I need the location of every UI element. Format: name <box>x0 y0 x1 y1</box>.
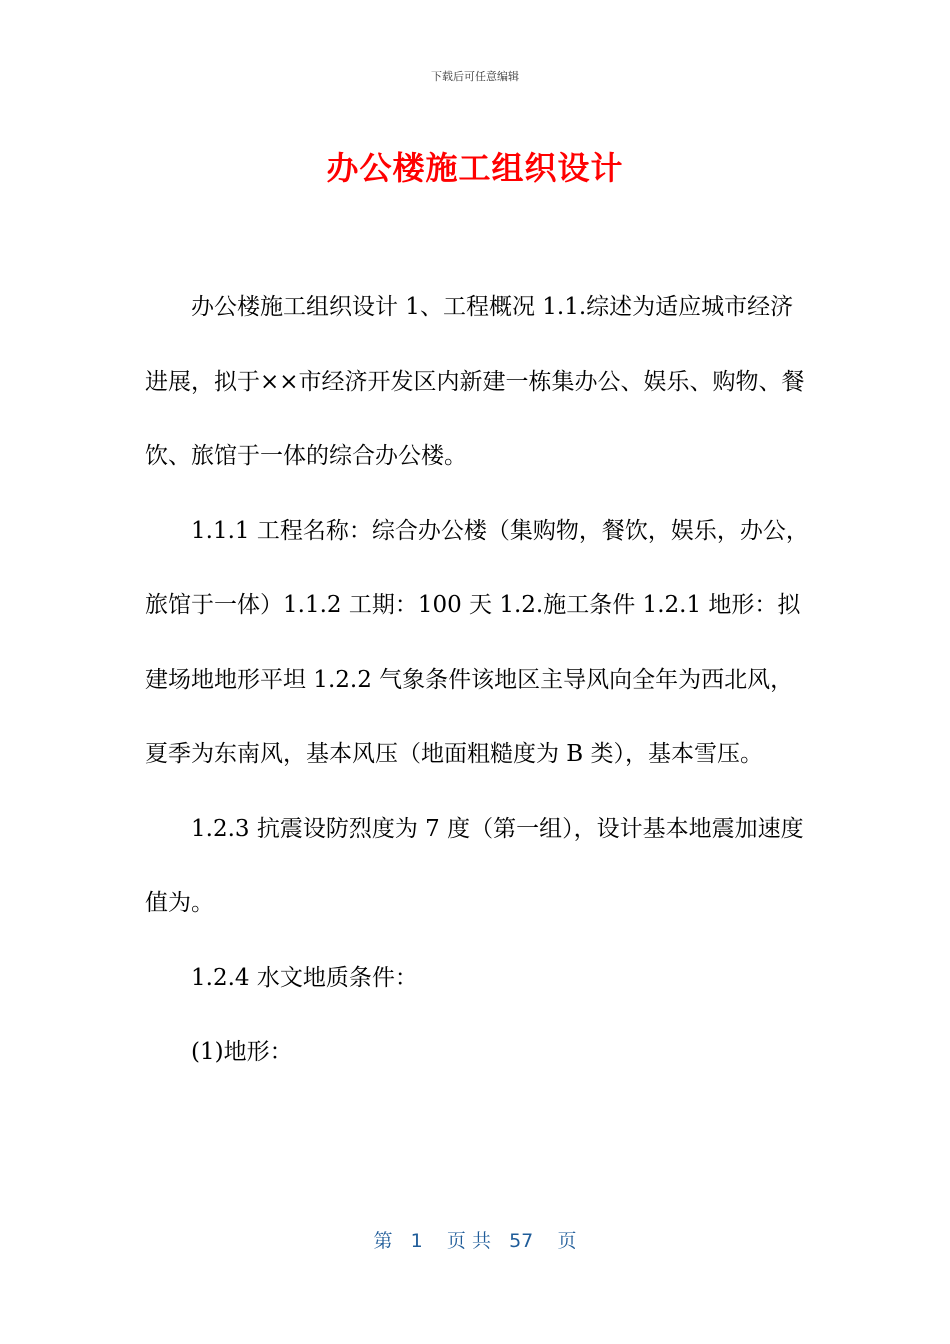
paragraph-hydrogeology: 1.2.4 水文地质条件： <box>191 964 418 991</box>
paragraph-seismic: 1.2.3 抗震设防烈度为 7 度（第一组），设计基本地震加速度值为。 <box>145 815 804 916</box>
footer-middle: 页 共 <box>446 1230 491 1252</box>
document-body <box>145 270 809 1090</box>
paragraph-terrain: (1)地形： <box>191 1039 293 1065</box>
current-page-number: 1 <box>410 1230 423 1252</box>
total-pages-number: 57 <box>509 1230 534 1252</box>
footer-suffix: 页 <box>557 1230 577 1252</box>
paragraph-overview: 办公楼施工组织设计 1、工程概况 1.1.综述为适应城市经济进展，拟于××市经济开发区内新建一栋集办公、娱乐、购物、餐饮、旅馆于一体的综合办公楼。 <box>145 294 805 469</box>
footer-prefix: 第 <box>373 1230 393 1252</box>
page-footer <box>0 1226 950 1253</box>
header-note: 下载后可任意编辑 <box>431 70 519 83</box>
document-title: 办公楼施工组织设计 <box>326 149 624 187</box>
paragraph-project-conditions: 1.1.1 工程名称：综合办公楼（集购物，餐饮，娱乐，办公，旅馆于一体）1.1.2 工期：100 天 1.2.施工条件 1.2.1 地形：拟建场地地形平坦 1.2.2 气象条件该地区主导风向全年为西北风，夏季为东南风，基本风压（地面粗糙度为 B 类），基本雪压。 <box>145 517 809 767</box>
